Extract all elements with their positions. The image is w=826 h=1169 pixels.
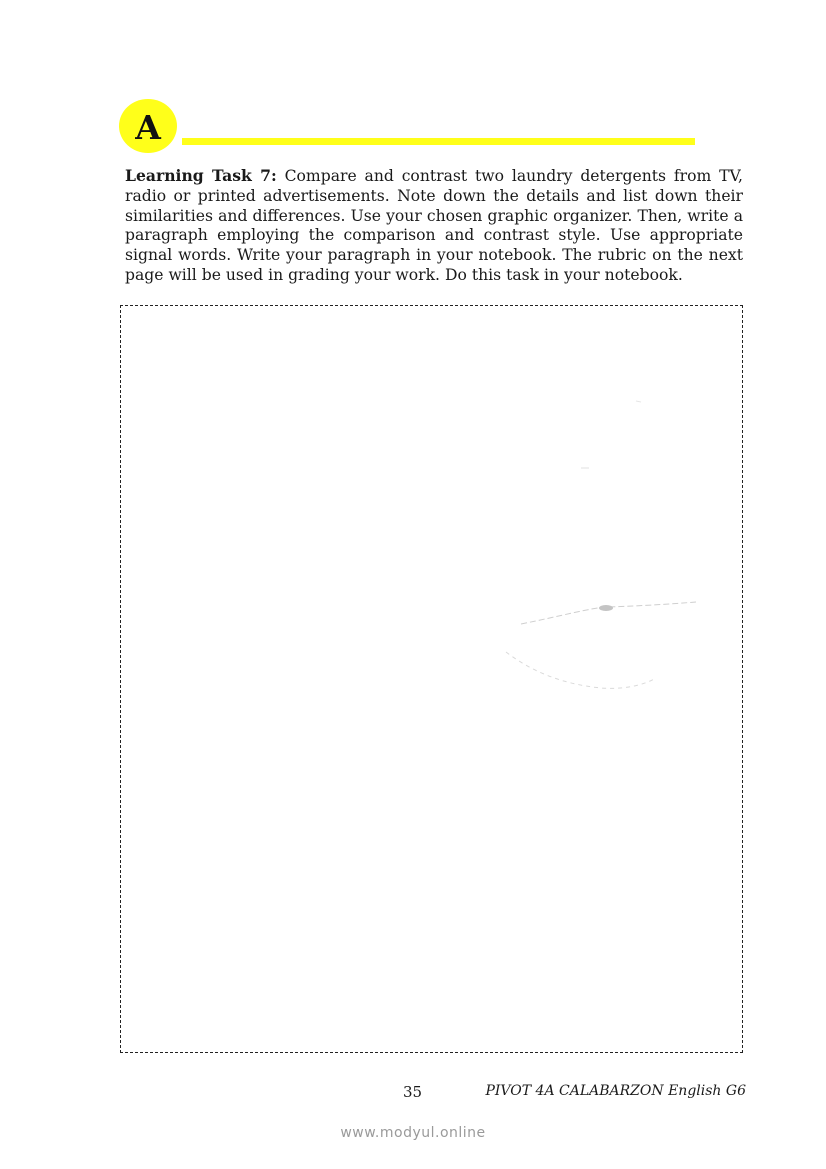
section-badge — [119, 99, 177, 153]
task-body: Compare and contrast two laundry detergents from TV, radio or printed advertisements. Note down the details and list down their similarities and differences. Use your chosen graphic organizer. Then, write a paragraph employing the comparison and contrast style. Use appropriate signal words. Write your paragraph in your notebook. The rubric on the next page will be used in grading your work. Do this task in your notebook. — [125, 167, 743, 284]
footer-title: PIVOT 4A CALABARZON English G6 — [485, 1083, 746, 1099]
answer-box — [120, 305, 743, 1053]
task-label: Learning Task 7: — [125, 166, 277, 185]
watermark: www.modyul.online — [340, 1125, 486, 1141]
page-number: 35 — [403, 1083, 423, 1101]
task-instructions — [125, 166, 743, 286]
faint-sketch-marks — [121, 306, 742, 1052]
section-letter: A — [135, 107, 161, 147]
section-underline-bar — [182, 138, 695, 145]
